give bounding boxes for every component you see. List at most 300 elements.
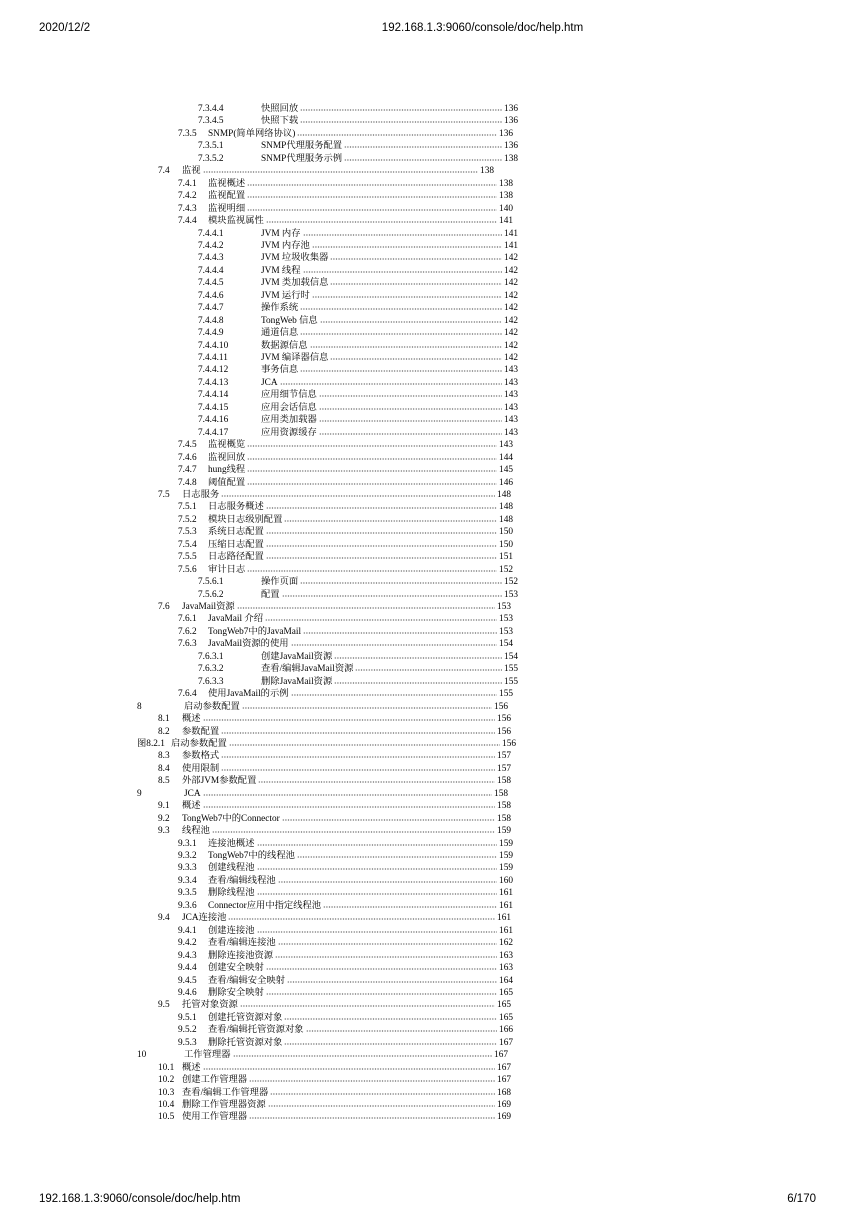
toc-entry-title[interactable]: 创建连接池 <box>208 926 255 936</box>
toc-entry[interactable] <box>198 103 518 115</box>
toc-entry-title[interactable]: 创建线程池 <box>208 863 255 873</box>
toc-entry[interactable] <box>178 128 513 140</box>
toc-entry[interactable] <box>198 115 518 127</box>
dot-leader <box>344 140 502 148</box>
toc-entry-number: 7.4.4.15 <box>198 403 229 413</box>
toc-entry-title[interactable]: 快照回放 <box>261 104 299 114</box>
toc-entry-number: 7.4.4.5 <box>198 278 224 288</box>
toc-entry-title[interactable]: 删除JavaMail资源 <box>261 677 333 687</box>
toc-entry-title[interactable]: 使用JavaMail的示例 <box>208 689 289 699</box>
dot-leader <box>330 252 502 260</box>
toc-entry-title[interactable]: 查看/编辑工作管理器 <box>182 1088 269 1098</box>
toc-entry-number: 7.6.1 <box>178 614 197 624</box>
toc-entry-page: 138 <box>480 166 494 176</box>
toc-entry-number: 7.3.4.5 <box>198 116 224 126</box>
toc-entry-title[interactable]: 压缩日志配置 <box>208 540 264 550</box>
dot-leader <box>300 576 502 584</box>
toc-entry-page: 141 <box>504 229 518 239</box>
toc-entry[interactable] <box>178 862 513 874</box>
toc-entry-page: 141 <box>499 216 513 226</box>
dot-leader <box>334 651 502 659</box>
toc-entry[interactable] <box>158 713 511 725</box>
toc-entry[interactable] <box>158 165 494 177</box>
toc-entry-title[interactable]: 监视概览 <box>208 440 246 450</box>
dot-leader <box>221 750 495 758</box>
toc-entry[interactable] <box>178 950 513 962</box>
toc-entry[interactable] <box>178 178 513 190</box>
dot-leader <box>334 676 502 684</box>
toc-entry[interactable] <box>198 364 518 376</box>
toc-entry-title[interactable]: 监视 <box>182 166 201 176</box>
toc-entry-title[interactable]: 模块日志级别配置 <box>208 515 283 525</box>
toc-entry-title[interactable]: 概述 <box>182 801 201 811</box>
toc-entry[interactable] <box>158 912 511 924</box>
dot-leader <box>330 352 502 360</box>
toc-entry-title[interactable]: JVM 运行时 <box>261 291 310 301</box>
toc-entry-page: 165 <box>499 988 513 998</box>
toc-entry-title[interactable]: 操作页面 <box>261 577 299 587</box>
dot-leader <box>221 763 495 771</box>
toc-entry[interactable] <box>137 1049 508 1061</box>
toc-entry-page: 152 <box>499 565 513 575</box>
toc-entry[interactable] <box>158 825 511 837</box>
toc-entry[interactable] <box>158 489 511 501</box>
toc-entry-page: 143 <box>504 403 518 413</box>
toc-entry-title[interactable]: 删除托管资源对象 <box>208 1038 283 1048</box>
toc-entry-number: 9.4.6 <box>178 988 197 998</box>
toc-entry-number: 7.6 <box>158 602 170 612</box>
toc-entry[interactable] <box>198 576 518 588</box>
toc-entry[interactable] <box>158 775 511 787</box>
toc-entry[interactable] <box>158 763 511 775</box>
toc-entry-title[interactable]: 监视配置 <box>208 191 246 201</box>
dot-leader <box>300 103 502 111</box>
dot-leader <box>266 551 497 559</box>
toc-entry[interactable] <box>178 526 513 538</box>
dot-leader <box>297 850 497 858</box>
toc-entry-title[interactable]: 模块监视属性 <box>208 216 264 226</box>
dot-leader <box>287 975 497 983</box>
toc-entry[interactable] <box>137 701 508 713</box>
dot-leader <box>319 389 502 397</box>
toc-entry[interactable] <box>178 925 513 937</box>
toc-entry-number: 9.3.5 <box>178 888 197 898</box>
toc-entry-title[interactable]: 使用工作管理器 <box>182 1112 248 1122</box>
toc-entry[interactable] <box>178 838 513 850</box>
toc-entry-title[interactable]: 日志路径配置 <box>208 552 264 562</box>
toc-entry-title[interactable]: 外部JVM参数配置 <box>182 776 257 786</box>
toc-entry-title[interactable]: JVM 内存 <box>261 229 301 239</box>
toc-entry-title[interactable]: 审计日志 <box>208 565 246 575</box>
dot-leader <box>284 1037 497 1045</box>
toc-entry-title[interactable]: 查看/编辑安全映射 <box>208 976 285 986</box>
toc-entry[interactable] <box>137 738 516 750</box>
toc-entry-page: 157 <box>497 751 511 761</box>
toc-entry-title[interactable]: 启动参数配置 <box>171 739 227 749</box>
dot-leader <box>300 302 502 310</box>
dot-leader <box>266 987 497 995</box>
toc-entry[interactable] <box>178 564 513 576</box>
toc-entry-number: 7.4.4.14 <box>198 390 229 400</box>
toc-entry[interactable] <box>178 215 513 227</box>
toc-entry-title[interactable]: 创建JavaMail资源 <box>261 652 333 662</box>
toc-entry[interactable] <box>158 1062 511 1074</box>
toc-entry-page: 155 <box>499 689 513 699</box>
toc-entry-page: 163 <box>499 951 513 961</box>
toc-entry-number: 9.4 <box>158 913 170 923</box>
toc-entry-page: 151 <box>499 552 513 562</box>
toc-entry[interactable] <box>178 850 513 862</box>
toc-entry[interactable] <box>178 975 513 987</box>
toc-entry-title[interactable]: 删除连接池资源 <box>208 951 274 961</box>
toc-entry-title[interactable]: 监视概述 <box>208 179 246 189</box>
toc-entry-title[interactable]: 删除工作管理器资源 <box>182 1100 266 1110</box>
dot-leader <box>203 713 495 721</box>
toc-entry-page: 158 <box>494 789 508 799</box>
toc-entry[interactable] <box>178 464 513 476</box>
toc-entry-title[interactable]: 创建托管资源对象 <box>208 1013 283 1023</box>
toc-entry[interactable] <box>198 377 518 389</box>
dot-leader <box>355 663 502 671</box>
dot-leader <box>221 489 495 497</box>
toc-entry-title[interactable]: SNMP代理服务示例 <box>261 154 343 164</box>
toc-entry[interactable] <box>198 327 518 339</box>
dot-leader <box>320 315 502 323</box>
toc-entry-number: 7.4.4.1 <box>198 229 224 239</box>
toc-entry-page: 159 <box>497 826 511 836</box>
toc-entry-title[interactable]: JVM 类加载信息 <box>261 278 329 288</box>
toc-entry-number: 7.5.5 <box>178 552 197 562</box>
toc-entry-title[interactable]: 数据源信息 <box>261 341 308 351</box>
toc-entry-title[interactable]: 日志服务 <box>182 490 220 500</box>
toc-entry[interactable] <box>178 1012 513 1024</box>
toc-entry[interactable] <box>178 987 513 999</box>
toc-entry[interactable] <box>178 626 513 638</box>
toc-entry-number: 7.5.3 <box>178 527 197 537</box>
toc-entry-number: 10.5 <box>158 1112 175 1122</box>
toc-entry-page: 146 <box>499 478 513 488</box>
toc-entry-page: 168 <box>497 1088 511 1098</box>
toc-entry[interactable] <box>198 352 518 364</box>
toc-entry-title[interactable]: 查看/编辑连接池 <box>208 938 276 948</box>
toc-entry[interactable] <box>137 788 508 800</box>
toc-entry[interactable] <box>158 750 511 762</box>
toc-entry[interactable] <box>198 252 518 264</box>
toc-entry-title[interactable]: JavaMail 介绍 <box>208 614 263 624</box>
toc-entry-title[interactable]: 监视明细 <box>208 204 246 214</box>
dot-leader <box>203 788 493 796</box>
toc-entry-page: 165 <box>497 1000 511 1010</box>
toc-entry-page: 159 <box>499 839 513 849</box>
toc-entry-page: 142 <box>504 291 518 301</box>
dot-leader <box>212 825 495 833</box>
toc-entry-page: 154 <box>499 639 513 649</box>
toc-entry-page: 161 <box>499 888 513 898</box>
toc-entry-number: 7.5 <box>158 490 170 500</box>
toc-entry[interactable] <box>178 551 513 563</box>
toc-entry[interactable] <box>178 439 513 451</box>
toc-entry-title[interactable]: 配置 <box>261 590 280 600</box>
toc-entry[interactable] <box>178 539 513 551</box>
dot-leader <box>247 178 497 186</box>
toc-entry-page: 144 <box>499 453 513 463</box>
dot-leader <box>257 862 498 870</box>
toc-entry-title[interactable]: 启动参数配置 <box>184 702 240 712</box>
toc-entry-number: 7.6.3.1 <box>198 652 224 662</box>
toc-entry[interactable] <box>178 501 513 513</box>
toc-entry-page: 167 <box>497 1075 511 1085</box>
toc-entry-page: 148 <box>497 490 511 500</box>
toc-entry[interactable] <box>178 688 513 700</box>
toc-entry-title[interactable]: 操作系统 <box>261 303 299 313</box>
toc-entry-number: 9.4.1 <box>178 926 197 936</box>
toc-entry-number: 7.4.4.6 <box>198 291 224 301</box>
toc-entry[interactable] <box>158 1087 511 1099</box>
toc-entry[interactable] <box>178 477 513 489</box>
toc-entry-number: 8.1 <box>158 714 170 724</box>
toc-entry-title[interactable]: 查看/编辑线程池 <box>208 876 276 886</box>
toc-entry-page: 157 <box>497 764 511 774</box>
toc-entry[interactable] <box>178 1037 513 1049</box>
dot-leader <box>203 1062 495 1070</box>
toc-entry[interactable] <box>178 514 513 526</box>
toc-entry-page: 143 <box>504 378 518 388</box>
toc-entry-title[interactable]: 监视回放 <box>208 453 246 463</box>
toc-entry-title[interactable]: 工作管理器 <box>184 1050 231 1060</box>
toc-entry-page: 153 <box>499 627 513 637</box>
toc-entry-title[interactable]: 创建工作管理器 <box>182 1075 248 1085</box>
toc-entry-number: 7.4.4.4 <box>198 266 224 276</box>
dot-leader <box>310 340 503 348</box>
toc-entry-title[interactable]: 概述 <box>182 714 201 724</box>
dot-leader <box>282 589 502 597</box>
toc-entry[interactable] <box>158 726 511 738</box>
toc-entry[interactable] <box>198 228 518 240</box>
toc-entry-title[interactable]: 查看/编辑JavaMail资源 <box>261 664 354 674</box>
toc-entry-title[interactable]: TongWeb7中的Connector <box>182 814 280 824</box>
toc-entry[interactable] <box>198 651 518 663</box>
toc-entry-title[interactable]: Connector应用中指定线程池 <box>208 901 322 911</box>
toc-entry[interactable] <box>198 290 518 302</box>
toc-entry-page: 150 <box>499 540 513 550</box>
toc-entry-title[interactable]: 删除安全映射 <box>208 988 264 998</box>
toc-entry-title[interactable]: SNMP代理服务配置 <box>261 141 343 151</box>
toc-entry-page: 142 <box>504 278 518 288</box>
toc-entry-number: 8.2 <box>158 727 170 737</box>
toc-entry[interactable] <box>178 900 513 912</box>
toc-entry-number: 7.4.4.2 <box>198 241 224 251</box>
toc-entry[interactable] <box>178 613 513 625</box>
dot-leader <box>221 726 495 734</box>
toc-entry-number: 7.6.3.3 <box>198 677 224 687</box>
print-date: 2020/12/2 <box>39 22 91 34</box>
toc-entry-title[interactable]: 使用限制 <box>182 764 220 774</box>
toc-entry-page: 153 <box>499 614 513 624</box>
toc-entry-number: 7.5.4 <box>178 540 197 550</box>
toc-entry-number: 7.6.3.2 <box>198 664 224 674</box>
dot-leader <box>247 203 497 211</box>
toc-entry[interactable] <box>198 676 518 688</box>
toc-entry-title[interactable]: 参数格式 <box>182 751 220 761</box>
dot-leader <box>300 364 502 372</box>
toc-entry-title[interactable]: TongWeb7中的JavaMail <box>208 627 302 637</box>
dot-leader <box>247 439 497 447</box>
toc-entry-title[interactable]: 查看/编辑托管资源对象 <box>208 1025 304 1035</box>
toc-entry-page: 156 <box>502 739 516 749</box>
toc-entry-page: 142 <box>504 328 518 338</box>
dot-leader <box>291 638 497 646</box>
dot-leader <box>303 228 503 236</box>
toc-entry[interactable] <box>198 389 518 401</box>
toc-entry[interactable] <box>198 265 518 277</box>
toc-entry[interactable] <box>158 1111 511 1123</box>
toc-entry-page: 145 <box>499 465 513 475</box>
dot-leader <box>247 190 497 198</box>
toc-entry-page: 142 <box>504 353 518 363</box>
toc-entry[interactable] <box>178 452 513 464</box>
toc-entry[interactable] <box>198 414 518 426</box>
toc-entry[interactable] <box>198 302 518 314</box>
toc-entry[interactable] <box>158 813 511 825</box>
dot-leader <box>233 1049 493 1057</box>
toc-entry-number: 9.5 <box>158 1000 170 1010</box>
toc-entry-number: 7.4.4.8 <box>198 316 224 326</box>
toc-entry-title[interactable]: 日志服务概述 <box>208 502 264 512</box>
toc-entry-title[interactable]: 连接池概述 <box>208 839 255 849</box>
toc-entry-title[interactable]: 应用类加载器 <box>261 415 317 425</box>
toc-entry[interactable] <box>198 277 518 289</box>
toc-entry-title[interactable]: 通道信息 <box>261 328 299 338</box>
print-header-url: 192.168.1.3:9060/console/doc/help.htm <box>381 22 584 34</box>
toc-entry-number: 7.4.1 <box>178 179 197 189</box>
toc-entry[interactable] <box>198 663 518 675</box>
toc-entry[interactable] <box>158 999 511 1011</box>
toc-entry-page: 160 <box>499 876 513 886</box>
toc-entry-title[interactable]: 快照下载 <box>261 116 299 126</box>
toc-entry-title[interactable]: 事务信息 <box>261 365 299 375</box>
dot-leader <box>270 1087 495 1095</box>
print-footer-url: 192.168.1.3:9060/console/doc/help.htm <box>39 1193 241 1205</box>
toc-entry-title[interactable]: 应用细节信息 <box>261 390 317 400</box>
toc-entry[interactable] <box>178 638 513 650</box>
toc-entry-page: 136 <box>504 104 518 114</box>
toc-entry-number: 7.4.4.12 <box>198 365 229 375</box>
toc-entry-number: 10.3 <box>158 1088 175 1098</box>
toc-entry-number: 9.5.3 <box>178 1038 197 1048</box>
toc-entry-page: 138 <box>499 179 513 189</box>
toc-entry[interactable] <box>198 315 518 327</box>
toc-entry[interactable] <box>198 589 518 601</box>
toc-entry-title[interactable]: JVM 内存池 <box>261 241 310 251</box>
toc-entry-page: 148 <box>499 515 513 525</box>
dot-leader <box>257 838 498 846</box>
toc-entry-title[interactable]: hung线程 <box>208 465 246 475</box>
toc-entry-title[interactable]: 应用资源缓存 <box>261 428 317 438</box>
toc-entry[interactable] <box>198 427 518 439</box>
toc-entry-title[interactable]: JCA连接池 <box>182 913 227 923</box>
toc-entry[interactable] <box>158 1074 511 1086</box>
toc-entry-number: 7.5.2 <box>178 515 197 525</box>
dot-leader <box>306 1024 497 1032</box>
toc-entry[interactable] <box>198 240 518 252</box>
toc-entry[interactable] <box>178 190 513 202</box>
toc-entry[interactable] <box>158 800 511 812</box>
toc-entry-title[interactable]: JCA <box>184 789 201 799</box>
dot-leader <box>300 327 502 335</box>
toc-entry-title[interactable]: JCA <box>261 378 278 388</box>
toc-entry[interactable] <box>158 601 511 613</box>
toc-entry[interactable] <box>178 962 513 974</box>
toc-entry[interactable] <box>198 340 518 352</box>
dot-leader <box>278 875 497 883</box>
dot-leader <box>203 165 478 173</box>
toc-entry-page: 161 <box>499 901 513 911</box>
toc-entry-title[interactable]: JVM 编译器信息 <box>261 353 329 363</box>
toc-entry[interactable] <box>198 402 518 414</box>
toc-entry[interactable] <box>178 1024 513 1036</box>
dot-leader <box>266 526 497 534</box>
toc-entry-page: 143 <box>504 428 518 438</box>
toc-entry-page: 167 <box>499 1038 513 1048</box>
toc-entry-page: 142 <box>504 253 518 263</box>
toc-entry[interactable] <box>158 1099 511 1111</box>
toc-entry-page: 169 <box>497 1112 511 1122</box>
toc-entry-title[interactable]: JavaMail资源 <box>182 602 235 612</box>
toc-entry-page: 138 <box>504 154 518 164</box>
toc-entry-number: 7.4.6 <box>178 453 197 463</box>
toc-entry-title[interactable]: JavaMail资源的使用 <box>208 639 289 649</box>
toc-entry-title[interactable]: 应用会话信息 <box>261 403 317 413</box>
toc-entry-number: 7.5.6 <box>178 565 197 575</box>
toc-entry-number: 9.2 <box>158 814 170 824</box>
toc-entry-page: 163 <box>499 963 513 973</box>
toc-entry-title[interactable]: TongWeb7中的线程池 <box>208 851 295 861</box>
toc-entry-title[interactable]: 系统日志配置 <box>208 527 264 537</box>
toc-entry-page: 152 <box>504 577 518 587</box>
toc-entry[interactable] <box>178 937 513 949</box>
toc-entry-title[interactable]: 删除线程池 <box>208 888 255 898</box>
dot-leader <box>303 626 497 634</box>
toc-entry-title[interactable]: 线程池 <box>182 826 210 836</box>
toc-entry-title[interactable]: 参数配置 <box>182 727 220 737</box>
toc-entry-title[interactable]: 概述 <box>182 1063 201 1073</box>
toc-entry[interactable] <box>178 875 513 887</box>
dot-leader <box>247 477 497 485</box>
toc-entry-page: 169 <box>497 1100 511 1110</box>
toc-entry[interactable] <box>178 203 513 215</box>
toc-entry-number: 7.4.3 <box>178 204 197 214</box>
toc-entry-number: 9.3 <box>158 826 170 836</box>
toc-entry-title[interactable]: JVM 线程 <box>261 266 301 276</box>
toc-entry-number: 7.5.6.1 <box>198 577 224 587</box>
toc-entry-title[interactable]: 阈值配置 <box>208 478 246 488</box>
toc-entry[interactable] <box>178 887 513 899</box>
toc-entry-title[interactable]: 创建安全映射 <box>208 963 264 973</box>
toc-entry-title[interactable]: TongWeb 信息 <box>261 316 318 326</box>
toc-entry-page: 161 <box>499 926 513 936</box>
toc-entry[interactable] <box>198 153 518 165</box>
toc-entry-number: 7.4.4.13 <box>198 378 229 388</box>
toc-entry-page: 143 <box>504 415 518 425</box>
toc-entry-number: 7.4.4 <box>178 216 197 226</box>
toc-entry-number: 7.4.4.17 <box>198 428 229 438</box>
dot-leader <box>319 402 502 410</box>
toc-entry[interactable] <box>198 140 518 152</box>
toc-entry-title[interactable]: JVM 垃圾收集器 <box>261 253 329 263</box>
dot-leader <box>249 1074 495 1082</box>
toc-entry-title[interactable]: 托管对象资源 <box>182 1000 238 1010</box>
toc-entry-title[interactable]: SNMP(简单网络协议) <box>208 129 296 139</box>
